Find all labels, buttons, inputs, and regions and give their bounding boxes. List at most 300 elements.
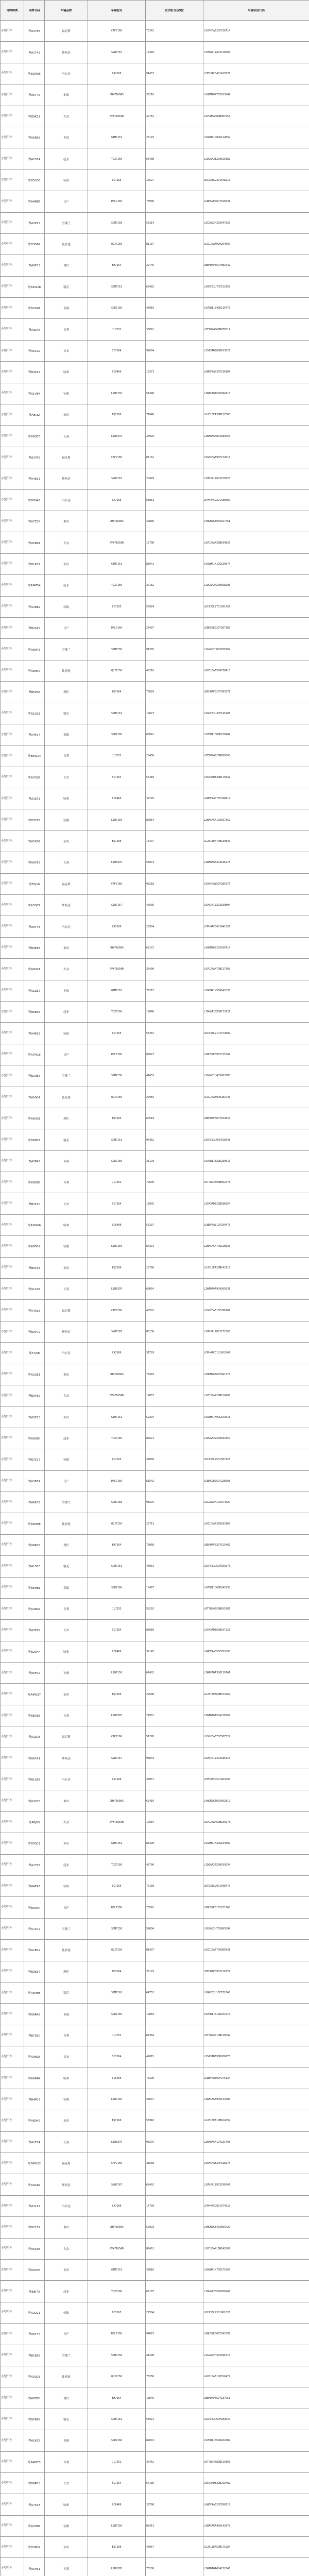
cell-plate-number: 粤B2D44 [24, 1641, 45, 1662]
cell-model: SGM7158 [88, 639, 146, 660]
cell-brand: 吉利 [45, 2025, 88, 2046]
cell-brand: 五菱 [45, 1279, 88, 1300]
cell-plate-type: 小型汽车 [1, 1406, 24, 1428]
table-row [1, 276, 309, 297]
cell-brand: 长安 [45, 2046, 88, 2067]
cell-plate-type: 小型汽车 [1, 2089, 24, 2110]
cell-plate-type: 小型汽车 [1, 84, 24, 106]
cell-plate-type: 小型汽车 [1, 1534, 24, 1555]
cell-engine-number: 26407 [146, 617, 203, 638]
cell-engine-number: 91385 [146, 639, 203, 660]
cell-brand: 奇瑞 [45, 2004, 88, 2025]
cell-plate-number: 粤B5P68 [24, 682, 45, 703]
cell-model: SGM7158 [88, 1065, 146, 1087]
cell-engine-number: 82054 [146, 809, 203, 831]
cell-vin: LSGJA52H4DS063185 [203, 1065, 309, 1087]
table-row [1, 1385, 309, 1406]
cell-vin: LS5A3ADE8DB163027 [203, 340, 309, 361]
cell-plate-type: 小型汽车 [1, 2472, 24, 2494]
cell-vin: LVSHCFAE5DF285376 [203, 873, 309, 894]
cell-plate-number: 粤A2P45 [24, 1150, 45, 1172]
cell-engine-number: 86152 [146, 447, 203, 468]
cell-model: SGM7161 [88, 1129, 146, 1150]
cell-engine-number: 27984 [146, 1087, 203, 1108]
cell-plate-type: 小型汽车 [1, 1492, 24, 1513]
cell-vin: LDC933L23D1548216 [203, 170, 309, 191]
table-row [1, 404, 309, 426]
cell-brand: 东风 [45, 1684, 88, 1705]
cell-engine-number: 70158 [146, 1875, 203, 1896]
cell-plate-number: 粤A6Y43 [24, 916, 45, 937]
cell-brand: 大众 [45, 532, 88, 553]
cell-brand: 马自达 [45, 1769, 88, 1790]
cell-engine-number: 49836 [146, 511, 203, 532]
cell-vin: LVSHCFAE1DF296184 [203, 1300, 309, 1321]
cell-brand: 标致 [45, 2302, 88, 2323]
cell-model: CC6460 [88, 788, 146, 809]
cell-model: LZW7150 [88, 2515, 146, 2536]
cell-plate-type: 小型汽车 [1, 1257, 24, 1278]
cell-brand: 斯柯达 [45, 468, 88, 489]
cell-brand: 别克 [45, 1982, 88, 2003]
cell-plate-number: 粤B9K21 [24, 106, 45, 127]
cell-plate-type: 小型汽车 [1, 1620, 24, 1641]
cell-vin: LDC933L23D1601835 [203, 2302, 309, 2323]
cell-model: JL7152 [88, 2451, 146, 2472]
cell-brand: 起亚 [45, 575, 88, 596]
cell-plate-number: 粤A9F03 [24, 255, 45, 276]
cell-model: DHW7160AS [88, 937, 146, 958]
cell-plate-number: 粤B3N24 [24, 2537, 45, 2558]
cell-brand: 东风 [45, 404, 88, 426]
cell-plate-number: 粤A6C41 [24, 1748, 45, 1769]
cell-plate-type: 小型汽车 [1, 2110, 24, 2131]
cell-engine-number: 70J41 [146, 21, 203, 42]
cell-plate-number: 粤A3Q79 [24, 895, 45, 916]
table-row [1, 191, 309, 212]
header-engine-number: 发动机号后5位 [146, 1, 203, 21]
cell-plate-number: 粤B7Z17 [24, 1449, 45, 1470]
cell-brand: 雪佛兰 [45, 639, 88, 660]
cell-plate-type: 小型汽车 [1, 1214, 24, 1235]
cell-engine-number: 65013 [146, 489, 203, 511]
cell-brand: 本田 [45, 937, 88, 958]
cell-model: EQ7160 [88, 404, 146, 426]
cell-brand: 本田 [45, 511, 88, 532]
table-row [1, 1961, 309, 1982]
cell-model: BH7164 [88, 1961, 146, 1982]
cell-vin: LBEHDAFB2DY093571 [203, 682, 309, 703]
table-row [1, 831, 309, 852]
cell-brand: 本田 [45, 2217, 88, 2238]
table-row [1, 1684, 309, 1705]
cell-engine-number: 82461 [146, 2238, 203, 2259]
cell-plate-type: 小型汽车 [1, 873, 24, 894]
cell-engine-number: 47019 [146, 298, 203, 319]
cell-model: SVW7165AB [88, 106, 146, 127]
cell-engine-number: 69054 [146, 1279, 203, 1300]
cell-vin: LGWEF4A59DF275134 [203, 2067, 309, 2089]
cell-plate-type: 小型汽车 [1, 1854, 24, 1875]
cell-plate-type: 小型汽车 [1, 553, 24, 574]
cell-engine-number: 85413 [146, 2515, 203, 2536]
cell-plate-type: 小型汽车 [1, 1790, 24, 1811]
table-row [1, 1982, 309, 2003]
cell-model: QCJ7150 [88, 233, 146, 255]
cell-plate-number: 粤A6T49 [24, 84, 45, 106]
cell-brand: 丰田 [45, 1406, 88, 1428]
header-plate-number: 号牌号码 [24, 1, 45, 21]
table-row [1, 2195, 309, 2216]
cell-plate-number: 粤A1K35 [24, 2430, 45, 2451]
cell-engine-number: 42781 [146, 106, 203, 127]
cell-plate-number: 粤A7Z72 [24, 1918, 45, 1939]
cell-model: CAF7160 [88, 2153, 146, 2174]
cell-brand: 起亚 [45, 1001, 88, 1022]
cell-plate-type: 小型汽车 [1, 340, 24, 361]
cell-plate-number: 粤A6N64 [24, 2067, 45, 2089]
cell-vin: LSVCH6A48DN092753 [203, 106, 309, 127]
cell-vin: LSVCJ6A43DN104826 [203, 532, 309, 553]
cell-plate-number: 粤A1T42 [24, 42, 45, 63]
cell-plate-number: 粤A7P15 [24, 212, 45, 233]
table-row [1, 1257, 309, 1278]
cell-vin: LGXC16AF9D0282746 [203, 1087, 309, 1108]
cell-engine-number: 75829 [146, 682, 203, 703]
cell-plate-type: 小型汽车 [1, 21, 24, 42]
cell-plate-number: 粤B1K37 [24, 553, 45, 574]
cell-plate-number: 粤B3K57 [24, 1961, 45, 1982]
cell-vin: LGBH52E01DY231768 [203, 1897, 309, 1918]
table-row [1, 1940, 309, 1961]
header-vin: 车辆识别代码 [203, 1, 309, 21]
cell-plate-type: 小型汽车 [1, 532, 24, 553]
table-row [1, 1492, 309, 1513]
cell-vin: LDC933L29D1598473 [203, 1875, 309, 1896]
cell-plate-type: 小型汽车 [1, 724, 24, 745]
cell-plate-type: 小型汽车 [1, 1023, 24, 1044]
cell-plate-type: 小型汽车 [1, 2387, 24, 2409]
cell-model: SVW7167 [88, 2174, 146, 2195]
table-row [1, 2302, 309, 2323]
cell-plate-number: 粤A8J32 [24, 404, 45, 426]
cell-engine-number: 37162 [146, 575, 203, 596]
cell-plate-number: 粤A9H31 [24, 1108, 45, 1129]
cell-vin: LGWEF4A55DF262890 [203, 1641, 309, 1662]
cell-plate-type: 小型汽车 [1, 1172, 24, 1193]
table-row [1, 1790, 309, 1811]
cell-plate-number: 粤A4M73 [24, 2451, 45, 2472]
cell-model: DFL7160 [88, 2324, 146, 2345]
cell-engine-number: 36129 [146, 1961, 203, 1982]
cell-model: SQR7160 [88, 724, 146, 745]
cell-brand: 东风 [45, 1257, 88, 1278]
table-row [1, 1193, 309, 1214]
cell-plate-type: 小型汽车 [1, 2217, 24, 2238]
cell-brand: 福克斯 [45, 2153, 88, 2174]
cell-model: DFL7160 [88, 1897, 146, 1918]
cell-engine-number: 16497 [146, 831, 203, 852]
cell-plate-type: 小型汽车 [1, 106, 24, 127]
cell-plate-number: 粤B6H81 [24, 1577, 45, 1598]
table-row [1, 1641, 309, 1662]
table-row [1, 2025, 309, 2046]
cell-plate-number: 粤A5X98 [24, 2238, 45, 2259]
cell-plate-number: 粤B1X87 [24, 1769, 45, 1790]
cell-engine-number: 58293 [146, 1598, 203, 1619]
cell-model: DHW7160AS [88, 511, 146, 532]
cell-engine-number: 61542 [146, 1470, 203, 1492]
cell-plate-type: 小型汽车 [1, 1726, 24, 1748]
cell-vin: LVHGM2656D5041372 [203, 1364, 309, 1385]
cell-plate-type: 小型汽车 [1, 1193, 24, 1214]
cell-plate-type: 小型汽车 [1, 2494, 24, 2515]
cell-vin: LZWADAGA1D4221493 [203, 2131, 309, 2153]
cell-engine-number: 14673 [146, 703, 203, 724]
cell-vin: LGXC16AF3D0293168 [203, 1513, 309, 1534]
cell-vin: LSGPC52U3DF145206 [203, 703, 309, 724]
cell-plate-number: 粤A1C97 [24, 1279, 45, 1300]
cell-plate-number: 粤A9M54 [24, 575, 45, 596]
cell-model: SQR7160 [88, 1577, 146, 1598]
cell-model: DC7165 [88, 170, 146, 191]
cell-vin: L6T7824S9DN092478 [203, 1172, 309, 1193]
cell-vin: L6T7824S6DN078319 [203, 319, 309, 340]
cell-plate-type: 小型汽车 [1, 1279, 24, 1300]
cell-vin: LSGJA52H3DS047826 [203, 212, 309, 233]
table-row [1, 596, 309, 617]
cell-plate-type: 小型汽车 [1, 1236, 24, 1257]
cell-model: SVW7167 [88, 42, 146, 63]
cell-brand: 标致 [45, 596, 88, 617]
cell-vin: LS5A3ADE9DB208673 [203, 2046, 309, 2067]
cell-plate-number: 粤A3B74 [24, 1470, 45, 1492]
table-row [1, 1129, 309, 1150]
cell-plate-number: 粤A8G14 [24, 1236, 45, 1257]
cell-brand: 长安 [45, 1620, 88, 1641]
cell-brand: 日产 [45, 1044, 88, 1065]
cell-brand: 哈弗 [45, 1641, 88, 1662]
cell-plate-number: 粤A7M18 [24, 1044, 45, 1065]
cell-model: QCJ7150 [88, 1940, 146, 1961]
cell-plate-type: 小型汽车 [1, 2430, 24, 2451]
cell-vin: LGJE13EA7DM139840 [203, 831, 309, 852]
cell-vin: LGWEF4A57DF248619 [203, 788, 309, 809]
cell-vin: LVHGM2650D5052817 [203, 1790, 309, 1811]
table-row [1, 1065, 309, 1087]
cell-brand: 日产 [45, 617, 88, 638]
table-row [1, 127, 309, 148]
cell-plate-type: 小型汽车 [1, 1833, 24, 1854]
cell-plate-number: 粤A1Y58 [24, 1854, 45, 1875]
table-row [1, 1748, 309, 1769]
cell-engine-number: 29786 [146, 2494, 203, 2515]
cell-engine-number: 28450 [146, 745, 203, 767]
cell-model: CC6460 [88, 1641, 146, 1662]
cell-model: CA7160 [88, 1343, 146, 1364]
cell-engine-number: 35490 [146, 959, 203, 980]
cell-plate-number: 粤A5E23 [24, 1406, 45, 1428]
cell-vin: LGWEF4A51DF259473 [203, 1214, 309, 1235]
cell-engine-number: 64139 [146, 2472, 203, 2494]
cell-brand: 雪佛兰 [45, 1918, 88, 1939]
cell-brand: 比亚迪 [45, 2366, 88, 2387]
cell-plate-number: 粤A4F97 [24, 724, 45, 745]
cell-plate-type: 小型汽车 [1, 1705, 24, 1726]
cell-brand: 哈弗 [45, 1214, 88, 1235]
table-row [1, 84, 309, 106]
cell-plate-number: 粤A3H26 [24, 2046, 45, 2067]
cell-vin: LSVCJ6A46DN139275 [203, 1811, 309, 1833]
cell-plate-number: 粤A6Y47 [24, 2324, 45, 2345]
cell-vin: LVSFCFAE2DF236714 [203, 21, 309, 42]
cell-plate-type: 小型汽车 [1, 2345, 24, 2366]
cell-plate-number: 粤B9V72 [24, 1321, 45, 1342]
table-row [1, 447, 309, 468]
table-row [1, 980, 309, 1001]
cell-plate-number: 粤B8J73 [24, 2281, 45, 2302]
cell-plate-number: 粤B8U48 [24, 489, 45, 511]
cell-engine-number: 58924 [146, 596, 203, 617]
cell-model: LZW6376 [88, 2558, 146, 2576]
cell-brand: 哈弗 [45, 788, 88, 809]
cell-brand: 现代 [45, 255, 88, 276]
cell-engine-number: 68172 [146, 937, 203, 958]
cell-brand: 斯柯达 [45, 42, 88, 63]
cell-vin: LFPH4ACC1D1A52847 [203, 1343, 309, 1364]
cell-engine-number: 81137 [146, 233, 203, 255]
cell-vin: LVGBH41K8DG124659 [203, 127, 309, 148]
cell-vin: LDC933L21D1574602 [203, 1023, 309, 1044]
cell-brand: 丰田 [45, 553, 88, 574]
cell-plate-type: 小型汽车 [1, 660, 24, 681]
cell-vin: LVVDB11B2DD239615 [203, 1150, 309, 1172]
cell-model: CAF7160 [88, 447, 146, 468]
table-row [1, 2153, 309, 2174]
cell-plate-number: 粤B5L59 [24, 1257, 45, 1278]
cell-model: SVW7165AB [88, 1811, 146, 1833]
cell-vin: LZWACAGA7D6118526 [203, 1236, 309, 1257]
cell-plate-number: 粤A6H73 [24, 639, 45, 660]
cell-vin: LVSHCFAE3DF318276 [203, 2153, 309, 2174]
table-row [1, 1087, 309, 1108]
table-row [1, 2409, 309, 2430]
cell-plate-number: 粤B8G65 [24, 1705, 45, 1726]
cell-engine-number: 96275 [146, 2131, 203, 2153]
cell-brand: 吉利 [45, 2451, 88, 2472]
cell-plate-number: 粤B4X57 [24, 362, 45, 383]
cell-brand: 雪佛兰 [45, 1065, 88, 1087]
cell-model: SVW7165AB [88, 959, 146, 980]
cell-plate-type: 小型汽车 [1, 1769, 24, 1790]
cell-model: YQZ7160 [88, 1428, 146, 1449]
cell-vin: LGJE13EA5DM175284 [203, 2537, 309, 2558]
cell-model: JL7152 [88, 745, 146, 767]
cell-engine-number: 65187 [146, 2281, 203, 2302]
cell-plate-number: 粤A8Z60 [24, 2387, 45, 2409]
cell-brand: 比亚迪 [45, 1940, 88, 1961]
cell-engine-number: 29508 [146, 1684, 203, 1705]
table-row [1, 1726, 309, 1748]
cell-model: LZW6376 [88, 426, 146, 447]
cell-plate-number: 粤B4E88 [24, 937, 45, 958]
cell-brand: 日产 [45, 191, 88, 212]
cell-plate-number: 粤B6Q70 [24, 426, 45, 447]
cell-plate-number: 粤A5W28 [24, 276, 45, 297]
cell-plate-type: 小型汽车 [1, 1449, 24, 1470]
table-row [1, 21, 309, 42]
cell-model: GTM7161 [88, 553, 146, 574]
cell-brand: 丰田 [45, 127, 88, 148]
cell-model: GTM7161 [88, 1833, 146, 1854]
cell-engine-number: 62419 [146, 1790, 203, 1811]
cell-model: SGM7161 [88, 703, 146, 724]
cell-plate-number: 粤A7Z26 [24, 511, 45, 532]
cell-vin: LJDGAA22XD0184357 [203, 1428, 309, 1449]
cell-plate-type: 小型汽车 [1, 2409, 24, 2430]
cell-engine-number: 42815 [146, 2046, 203, 2067]
cell-brand: 别克 [45, 1129, 88, 1150]
cell-vin: LVVDB11B4DD215473 [203, 298, 309, 319]
cell-brand: 东风 [45, 831, 88, 852]
cell-plate-number: 粤B3Y89 [24, 1385, 45, 1406]
table-row [1, 42, 309, 63]
cell-plate-number: 粤A9V36 [24, 2260, 45, 2281]
cell-plate-type: 小型汽车 [1, 1577, 24, 1598]
cell-plate-number: 粤B7G91 [24, 298, 45, 319]
cell-engine-number: 39726 [146, 788, 203, 809]
cell-model: SVW7165AB [88, 1385, 146, 1406]
cell-brand: 日产 [45, 1470, 88, 1492]
cell-plate-number: 粤A1S53 [24, 1556, 45, 1577]
cell-engine-number: 52394 [146, 1406, 203, 1428]
cell-model: CAF7160 [88, 873, 146, 894]
cell-model: LZW7150 [88, 1236, 146, 1257]
cell-plate-number: 粤A5M85 [24, 1982, 45, 2003]
cell-plate-type: 小型汽车 [1, 937, 24, 958]
cell-vin: LS5A3ADE3DB219482 [203, 2472, 309, 2494]
cell-engine-number: 59834 [146, 1918, 203, 1939]
cell-vin: LBEHDAFB6DY104827 [203, 1108, 309, 1129]
cell-plate-number: 粤A9U60 [24, 1428, 45, 1449]
cell-model: BH7164 [88, 1534, 146, 1555]
cell-engine-number: 33210 [146, 84, 203, 106]
cell-plate-number: 粤A7L15 [24, 2195, 45, 2216]
cell-plate-type: 小型汽车 [1, 2451, 24, 2472]
cell-model: QCJ7150 [88, 2366, 146, 2387]
table-row [1, 553, 309, 574]
table-row [1, 745, 309, 767]
cell-model: SQR7160 [88, 2430, 146, 2451]
cell-engine-number: 96843 [146, 1748, 203, 1769]
cell-plate-number: 粤B3C85 [24, 809, 45, 831]
cell-vin: LVHGM2647D5013849 [203, 84, 309, 106]
cell-plate-number: 粤B2S19 [24, 617, 45, 638]
cell-plate-type: 小型汽车 [1, 1300, 24, 1321]
cell-model: CAF7160 [88, 1726, 146, 1748]
cell-plate-number: 粤A2H86 [24, 2515, 45, 2536]
cell-model: SVW7167 [88, 468, 146, 489]
table-row [1, 1556, 309, 1577]
cell-brand: 福克斯 [45, 1726, 88, 1748]
table-row [1, 2345, 309, 2366]
table-row [1, 1001, 309, 1022]
cell-brand: 大众 [45, 1385, 88, 1406]
table-row [1, 852, 309, 873]
cell-vin: LGXC16AF7D0305831 [203, 1940, 309, 1961]
cell-vin: LSGJA52H8DS059362 [203, 639, 309, 660]
cell-engine-number: 41290 [146, 2345, 203, 2366]
